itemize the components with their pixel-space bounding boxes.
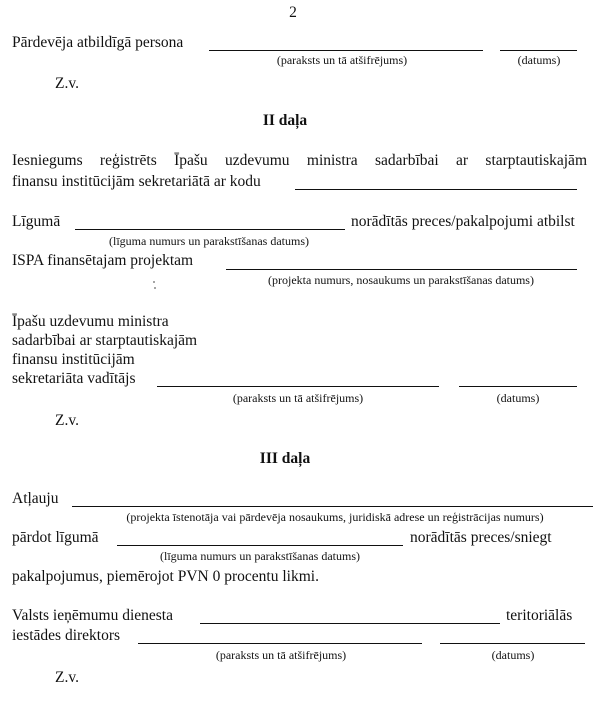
director-label: iestādes direktors [12, 627, 121, 644]
permit-caption: (projekta īstenotāja vai pārdevēja nosaukums, juridiskā adrese un reģistrācijas numurs) [126, 510, 544, 524]
registration-text-line2: finansu institūcijām sekretariātā ar kodu [12, 173, 261, 190]
seller-signature-line[interactable] [209, 50, 483, 51]
contract-number-line[interactable] [75, 229, 345, 230]
contract-caption: (līguma numurs un parakstīšanas datums) [109, 234, 309, 248]
director-stamp: Z.v. [55, 669, 79, 686]
head-signature-caption: (paraksts un tā atšifrējums) [232, 391, 364, 405]
part2-heading: II daļa [262, 112, 308, 129]
registration-text-line1: Iesniegums reģistrēts Īpašu uzdevumu ministra sadarbībai ar starptautiskajām [12, 152, 587, 169]
sell-caption: (līguma numurs un parakstīšanas datums) [160, 549, 360, 563]
project-label: ISPA finansētajam projektam [12, 252, 194, 269]
sell-suffix: norādītās preces/sniegt [410, 529, 552, 546]
seller-label: Pārdevēja atbildīgā persona [12, 34, 184, 51]
seller-stamp: Z.v. [55, 75, 79, 92]
head-title-line4: sekretariāta vadītājs [12, 370, 136, 387]
revenue-suffix: teritoriālās [506, 607, 573, 624]
director-date-line[interactable] [440, 643, 585, 644]
director-signature-line[interactable] [138, 643, 422, 644]
revenue-label: Valsts ieņēmumu dienesta [12, 607, 173, 624]
vat-text: pakalpojumus, piemērojot PVN 0 procentu likmi. [12, 568, 319, 585]
head-title-line1: Īpašu uzdevumu ministra [12, 313, 169, 330]
seller-signature-caption: (paraksts un tā atšifrējums) [276, 53, 408, 67]
sell-prefix: pārdot līgumā [12, 529, 99, 546]
page-number: 2 [289, 4, 297, 21]
head-title-line3: finansu institūcijām [12, 351, 135, 368]
head-stamp: Z.v. [55, 412, 79, 429]
permit-label: Atļauju [12, 490, 59, 507]
registration-code-line[interactable] [295, 189, 577, 190]
project-line[interactable] [226, 269, 577, 270]
permit-holder-line[interactable] [72, 506, 593, 507]
seller-date-line[interactable] [500, 50, 577, 51]
sell-contract-line[interactable] [117, 545, 403, 546]
contract-suffix: norādītās preces/pakalpojumi atbilst [351, 213, 575, 230]
scan-speck [154, 287, 156, 289]
head-date-line[interactable] [459, 386, 577, 387]
head-date-caption: (datums) [496, 391, 540, 405]
project-caption: (projekta numurs, nosaukums un parakstīšanas datums) [268, 273, 534, 287]
contract-prefix: Līgumā [12, 213, 61, 230]
head-title-line2: sadarbībai ar starptautiskajām [12, 332, 198, 349]
director-signature-caption: (paraksts un tā atšifrējums) [215, 648, 347, 662]
director-date-caption: (datums) [491, 648, 535, 662]
part3-heading: III daļa [259, 450, 311, 467]
revenue-office-line[interactable] [200, 623, 500, 624]
seller-date-caption: (datums) [517, 53, 561, 67]
scan-speck [153, 281, 155, 283]
head-signature-line[interactable] [157, 386, 439, 387]
